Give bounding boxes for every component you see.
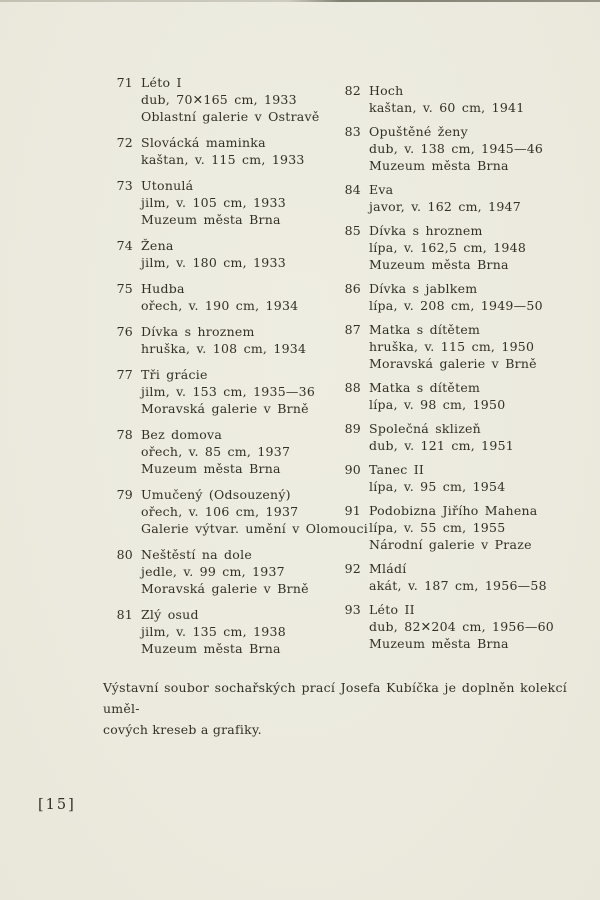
catalog-entry <box>341 123 554 174</box>
entry-title: Hudba <box>141 281 185 296</box>
entry-number: 79 <box>116 487 133 502</box>
entry-title: Podobizna Jiřího Mahena <box>369 503 538 518</box>
footer-line-2: cových kreseb a grafiky. <box>103 722 262 737</box>
catalog-entry <box>113 366 368 417</box>
entry-title: Utonulá <box>141 178 194 193</box>
catalog-entry <box>341 82 554 116</box>
entry-body <box>369 82 524 116</box>
catalog-entry <box>113 74 368 125</box>
entry-detail: Muzeum města Brna <box>369 636 509 651</box>
entry-title: Zlý osud <box>141 607 199 622</box>
entry-body <box>141 280 298 314</box>
entry-body <box>141 74 319 125</box>
entry-detail: lípa, v. 55 cm, 1955 <box>369 520 506 535</box>
entry-detail: Muzeum města Brna <box>369 158 509 173</box>
catalog-entry <box>341 181 554 215</box>
catalog-column-left <box>113 74 368 666</box>
catalog-entry <box>113 177 368 228</box>
catalog-entry <box>113 237 368 271</box>
entry-title: Mládí <box>369 561 407 576</box>
entry-number: 91 <box>344 503 361 518</box>
catalog-column-right <box>341 82 554 659</box>
entry-detail: jilm, v. 135 cm, 1938 <box>141 624 286 639</box>
entry-body <box>141 546 309 597</box>
entry-detail: hruška, v. 115 cm, 1950 <box>369 339 535 354</box>
entry-detail: dub, v. 121 cm, 1951 <box>369 438 514 453</box>
footer-paragraph <box>103 677 567 740</box>
entry-detail: hruška, v. 108 cm, 1934 <box>141 341 307 356</box>
entry-body <box>141 366 315 417</box>
entry-body <box>369 321 537 372</box>
entry-title: Dívka s hroznem <box>369 223 483 238</box>
entry-title: Léto I <box>141 75 182 90</box>
entry-number: 73 <box>116 178 133 193</box>
entry-number: 86 <box>344 281 361 296</box>
entry-body <box>369 502 538 553</box>
entry-title: Eva <box>369 182 394 197</box>
entry-title: Matka s dítětem <box>369 380 481 395</box>
entry-detail: Moravská galerie v Brně <box>141 401 309 416</box>
entry-title: Dívka s jablkem <box>369 281 478 296</box>
entry-body <box>369 420 514 454</box>
catalog-entry <box>341 222 554 273</box>
entry-title: Umučený (Odsouzený) <box>141 487 291 502</box>
entry-detail: jilm, v. 105 cm, 1933 <box>141 195 286 210</box>
catalog-entry <box>113 280 368 314</box>
entry-body <box>141 237 286 271</box>
entry-detail: jilm, v. 153 cm, 1935—36 <box>141 384 316 399</box>
catalog-entry <box>113 426 368 477</box>
entry-number: 93 <box>344 602 361 617</box>
entry-title: Hoch <box>369 83 404 98</box>
entry-detail: ořech, v. 190 cm, 1934 <box>141 298 299 313</box>
entry-detail: Muzeum města Brna <box>141 212 281 227</box>
entry-number: 75 <box>116 281 133 296</box>
entry-detail: akát, v. 187 cm, 1956—58 <box>369 578 547 593</box>
entry-detail: Oblastní galerie v Ostravě <box>141 109 320 124</box>
entry-number: 84 <box>344 182 361 197</box>
entry-detail: jedle, v. 99 cm, 1937 <box>141 564 285 579</box>
entry-body <box>369 280 543 314</box>
entry-body <box>369 601 554 652</box>
entry-title: Společná sklizeň <box>369 421 481 436</box>
entry-number: 81 <box>116 607 133 622</box>
catalog-entry <box>113 486 368 537</box>
catalog-entry <box>341 321 554 372</box>
entry-number: 82 <box>344 83 361 98</box>
entry-detail: lípa, v. 98 cm, 1950 <box>369 397 506 412</box>
entry-detail: jilm, v. 180 cm, 1933 <box>141 255 286 270</box>
entry-detail: dub, 82✕204 cm, 1956—60 <box>369 619 554 634</box>
entry-body <box>369 181 521 215</box>
entry-body <box>141 134 305 168</box>
entry-number: 83 <box>344 124 361 139</box>
scan-edge-artifact <box>0 0 600 2</box>
entry-body <box>369 461 505 495</box>
entry-title: Žena <box>141 238 174 253</box>
entry-detail: lípa, v. 208 cm, 1949—50 <box>369 298 543 313</box>
catalog-entry <box>341 560 554 594</box>
entry-title: Tanec II <box>369 462 425 477</box>
entry-title: Neštěstí na dole <box>141 547 252 562</box>
entry-detail: Galerie výtvar. umění v Olomouci <box>141 521 368 536</box>
entry-number: 90 <box>344 462 361 477</box>
entry-detail: Muzeum města Brna <box>141 641 281 656</box>
catalog-entry <box>341 379 554 413</box>
entry-body <box>369 560 547 594</box>
entry-detail: kaštan, v. 115 cm, 1933 <box>141 152 305 167</box>
entry-title: Tři grácie <box>141 367 208 382</box>
entry-detail: Muzeum města Brna <box>141 461 281 476</box>
catalog-entry <box>341 420 554 454</box>
entry-detail: Moravská galerie v Brně <box>141 581 309 596</box>
entry-title: Matka s dítětem <box>369 322 481 337</box>
entry-detail: dub, v. 138 cm, 1945—46 <box>369 141 544 156</box>
entry-number: 87 <box>344 322 361 337</box>
entry-number: 76 <box>116 324 133 339</box>
entry-detail: ořech, v. 85 cm, 1937 <box>141 444 291 459</box>
entry-number: 85 <box>344 223 361 238</box>
entry-body <box>369 379 505 413</box>
entry-title: Léto II <box>369 602 415 617</box>
entry-body <box>141 486 368 537</box>
entry-number: 88 <box>344 380 361 395</box>
entry-body <box>369 222 526 273</box>
entry-number: 74 <box>116 238 133 253</box>
catalog-entry <box>341 601 554 652</box>
entry-body <box>141 606 286 657</box>
entry-detail: Národní galerie v Praze <box>369 537 532 552</box>
entry-number: 78 <box>116 427 133 442</box>
entry-number: 89 <box>344 421 361 436</box>
entry-title: Dívka s hroznem <box>141 324 255 339</box>
page-number: [15] <box>38 797 76 813</box>
footer-line-1: Výstavní soubor sochařských prací Josefa Kubíčka je doplněn kolekcí uměl- <box>103 680 567 716</box>
entry-body <box>141 323 306 357</box>
catalog-entry <box>113 323 368 357</box>
entry-title: Slovácká maminka <box>141 135 266 150</box>
entry-detail: dub, 70✕165 cm, 1933 <box>141 92 297 107</box>
entry-number: 72 <box>116 135 133 150</box>
entry-number: 77 <box>116 367 133 382</box>
entry-detail: Muzeum města Brna <box>369 257 509 272</box>
entry-number: 80 <box>116 547 133 562</box>
entry-body <box>141 426 290 477</box>
catalog-entry <box>113 134 368 168</box>
entry-detail: ořech, v. 106 cm, 1937 <box>141 504 299 519</box>
entry-number: 71 <box>116 75 133 90</box>
catalog-entry <box>341 461 554 495</box>
entry-title: Bez domova <box>141 427 223 442</box>
entry-detail: lípa, v. 162,5 cm, 1948 <box>369 240 527 255</box>
entry-title: Opuštěné ženy <box>369 124 468 139</box>
catalog-entry <box>113 546 368 597</box>
catalog-entry <box>341 502 554 553</box>
entry-detail: kaštan, v. 60 cm, 1941 <box>369 100 525 115</box>
catalog-entry <box>113 606 368 657</box>
entry-detail: lípa, v. 95 cm, 1954 <box>369 479 506 494</box>
entry-number: 92 <box>344 561 361 576</box>
entry-body <box>141 177 286 228</box>
entry-detail: javor, v. 162 cm, 1947 <box>369 199 521 214</box>
entry-detail: Moravská galerie v Brně <box>369 356 537 371</box>
catalog-entry <box>341 280 554 314</box>
entry-body <box>369 123 543 174</box>
